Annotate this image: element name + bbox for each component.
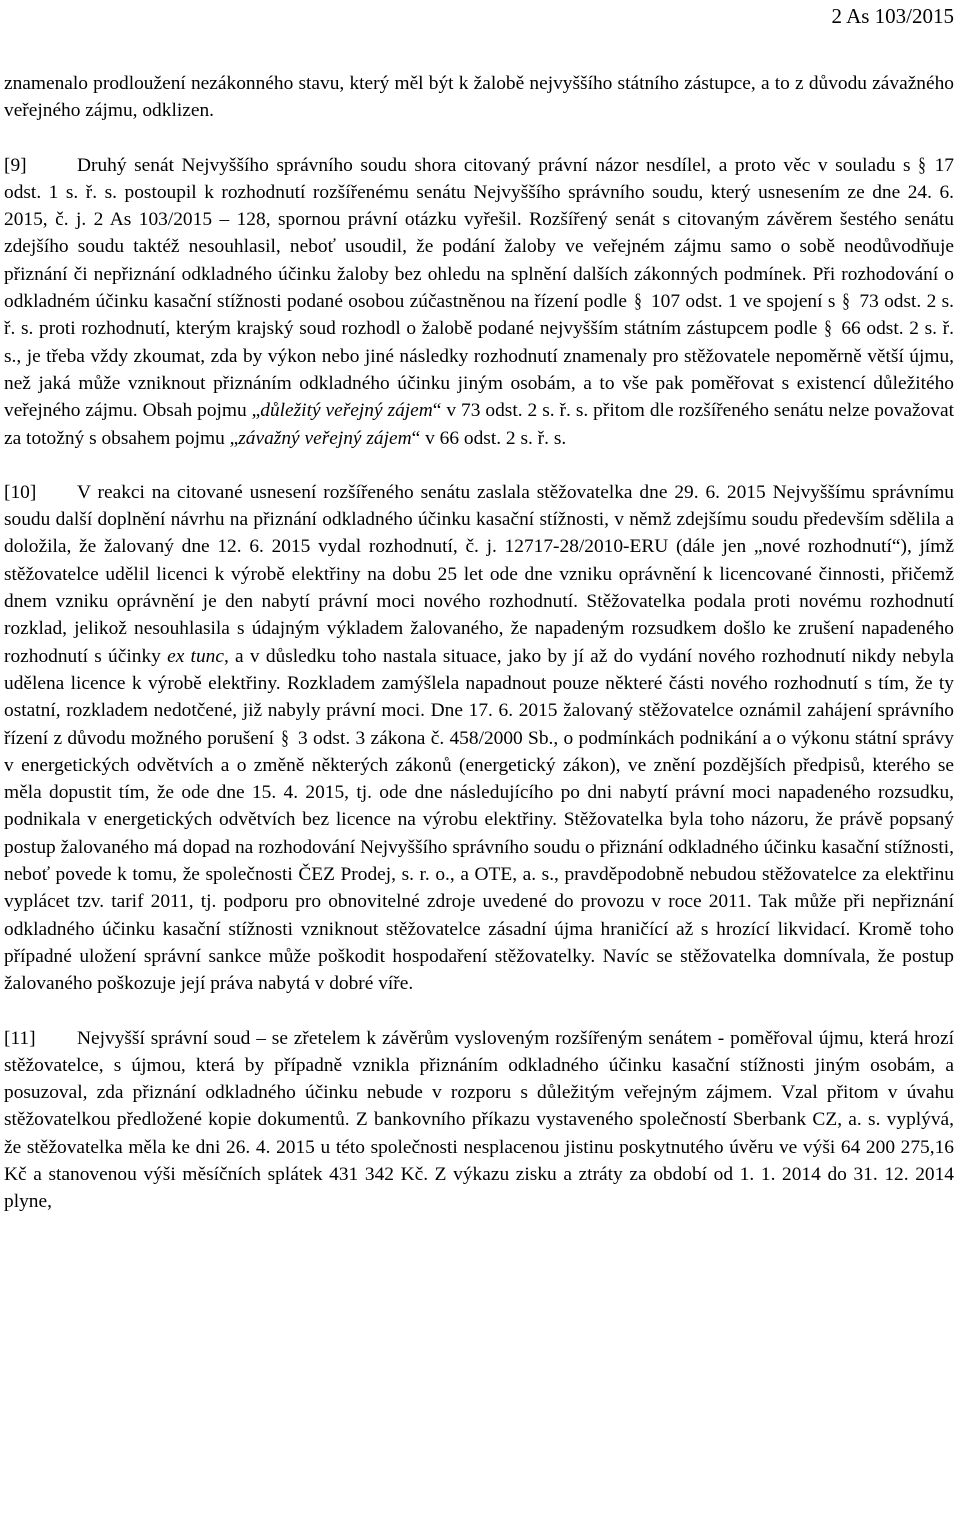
paragraph-text: Druhý senát Nejvyššího správního soudu shora citovaný právní názor nesdílel, a proto věc v souladu s (77, 154, 911, 176)
paragraph-text: znamenalo prodloužení nezákonného stavu, který měl být k žalobě nejvyššího státního zástupce, a to z důvodu závažného veřejného zájmu, odklizen. (4, 73, 954, 122)
section-symbol: § (917, 153, 926, 176)
case-reference: 2 As 103/2015 (831, 4, 954, 28)
section-symbol: § (634, 290, 642, 313)
paragraph-text: Nejvyšší správní soud – se zřetelem k závěrům vysloveným rozšířeným senátem - poměřoval újmu, která hrozí stěžovatelce, s újmou, která by případně vznikla přiznáním odkladného účinku kasační stížnosti jiným osobám, a posuzoval, zda přiznání odkladného účinku nebude v rozporu s důležitým veřejným zájmem. Vzal přitom v úvahu stěžovatelkou předložené kopie dokumentů. Z bankovního příkazu vystaveného společností Sberbank CZ, a. s. vyplývá, že stěžovatelka měla ke dni 26. 4. 2015 u této společnosti nesplacenou jistinu poskytnutého úvěru ve výši 64 200 275,16 Kč a stanovenou výši měsíčních splátek 431 342 Kč. Z výkazu zisku a ztráty za období od 1. 1. 2014 do 31. 12. 2014 plyne, (4, 1027, 954, 1213)
paragraph-text: 73 odst. 2 s. ř. s. proti rozhodnutí, kterým krajský soud rozhodl o žalobě podané nejvyšším státním zástupcem podle (4, 291, 954, 340)
paragraph-11 (4, 1025, 954, 1216)
paragraph-text: , a v důsledku toho nastala situace, jako by jí až do vydání nového rozhodnutí nikdy nebyla udělena licence k výrobě elektřiny. Rozkladem zamýšlela napadnout pouze některé části nového rozhodnutí s tím, že ty ostatní, rozkladem nedotčené, již nabyly právní moci. Dne 17. 6. 2015 žalovaný stěžovatelce oznámil zahájení správního řízení z důvodu možného porušení (4, 645, 954, 749)
paragraph-text: V reakci na citované usnesení rozšířeného senátu zaslala stěžovatelka dne 29. 6. 2015 Nejvyššímu správnímu soudu další doplnění návrhu na přiznání odkladného účinku kasační stížnosti, v němž zdejšímu soudu především sdělila a doložila, že žalovaný dne 12. 6. 2015 vydal rozhodnutí, č. j. 12717-28/2010-ERU (dále jen „nové rozhodnutí“), jímž stěžovatelce udělil licenci k výrobě elektřiny na dobu 25 let ode dne vzniku oprávnění k licencované činnosti, přičemž dnem vzniku oprávnění je den nabytí právní moci nového rozhodnutí. Stěžovatelka podala proti novému rozhodnutí rozklad, jelikož nesouhlasila s údajným výkladem žalovaného, že napadeným rozsudkem došlo ke zrušení napadeného rozhodnutí s účinky (4, 481, 954, 667)
section-symbol: § (824, 317, 833, 340)
paragraph-text: “ v 73 odst. 2 s. ř. s. přitom dle rozšířeného senátu nelze považovat za totožný s obsahem pojmu „ (4, 400, 954, 449)
paragraph-gap (4, 452, 954, 479)
paragraph-text: “ v 66 odst. 2 s. ř. s. (411, 427, 567, 449)
document-body (4, 70, 954, 1216)
paragraph-gap (4, 125, 954, 152)
paragraph-number: [10] (4, 481, 37, 503)
paragraph-text: 17 odst. 1 s. ř. s. postoupil k rozhodnutí rozšířenému senátu Nejvyššího správního soudu, který usnesením ze dne 24. 6. 2015, č. j. 2 As 103/2015 – 128, spornou právní otázku vyřešil. Rozšířený senát s citovaným závěrem šestého senátu zdejšího soudu taktéž nesouhlasil, neboť usoudil, že podání žaloby ve veřejném zájmu samo o sobě neodůvodňuje přiznání či nepřiznání odkladného účinku žaloby bez ohledu na splnění dalších zákonných podmínek. Při rozhodování o odkladném účinku kasační stížnosti podané osobou zúčastněnou na řízení podle (4, 154, 954, 313)
paragraph-10 (4, 479, 954, 998)
paragraph-9 (4, 152, 954, 452)
section-symbol: § (281, 726, 289, 749)
emphasis-term: závažný veřejný zájem (238, 427, 412, 449)
paragraph-text: 107 odst. 1 ve spojení s (650, 291, 836, 313)
paragraph-number: [11] (4, 1027, 36, 1049)
paragraph-intro (4, 70, 954, 125)
paragraph-text: 66 odst. 2 s. ř. s., je třeba vždy zkoumat, zda by výkon nebo jiné následky rozhodnutí znamenaly pro stěžovatele nepoměrně větší újmu, než jaká může vzniknout přiznáním odkladného účinku jiným osobám, a to vše pak poměřovat s existencí důležitého veřejného zájmu. Obsah pojmu „ (4, 318, 954, 422)
section-symbol: § (842, 290, 851, 313)
paragraph-number: [9] (4, 154, 27, 176)
paragraph-gap (4, 998, 954, 1025)
emphasis-term: ex tunc (167, 645, 224, 667)
emphasis-term: důležitý veřejný zájem (260, 400, 433, 422)
paragraph-text: 3 odst. 3 zákona č. 458/2000 Sb., o podmínkách podnikání a o výkonu státní správy v energetických odvětvích a o změně některých zákonů (energetický zákon), ve znění pozdějších předpisů, kterého se měla dopustit tím, že ode dne 15. 4. 2015, tj. ode dne následujícího po dni nabytí právní moci napadeného rozsudku, podnikala v energetických odvětvích bez licence na výrobu elektřiny. Stěžovatelka byla toho názoru, že právě popsaný postup žalovaného má dopad na rozhodování Nejvyššího správního soudu o přiznání odkladného účinku kasační stížnosti, neboť povede k tomu, že společnosti ČEZ Prodej, s. r. o., a OTE, a. s., pravděpodobně nebudou stěžovatelce za elektřinu vyplácet tzv. tarif 2011, tj. podporu pro obnovitelné zdroje uvedené do provozu v roce 2011. Tak může při nepřiznání odkladného účinku kasační stížnosti vzniknout stěžovatelce zásadní újma hraničící až s hrozící likvidací. Kromě toho případné uložení správní sankce může poškodit hospodaření stěžovatelky. Navíc se stěžovatelka domnívala, že postup žalovaného poškozuje její práva nabytá v dobré víře. (4, 727, 954, 995)
